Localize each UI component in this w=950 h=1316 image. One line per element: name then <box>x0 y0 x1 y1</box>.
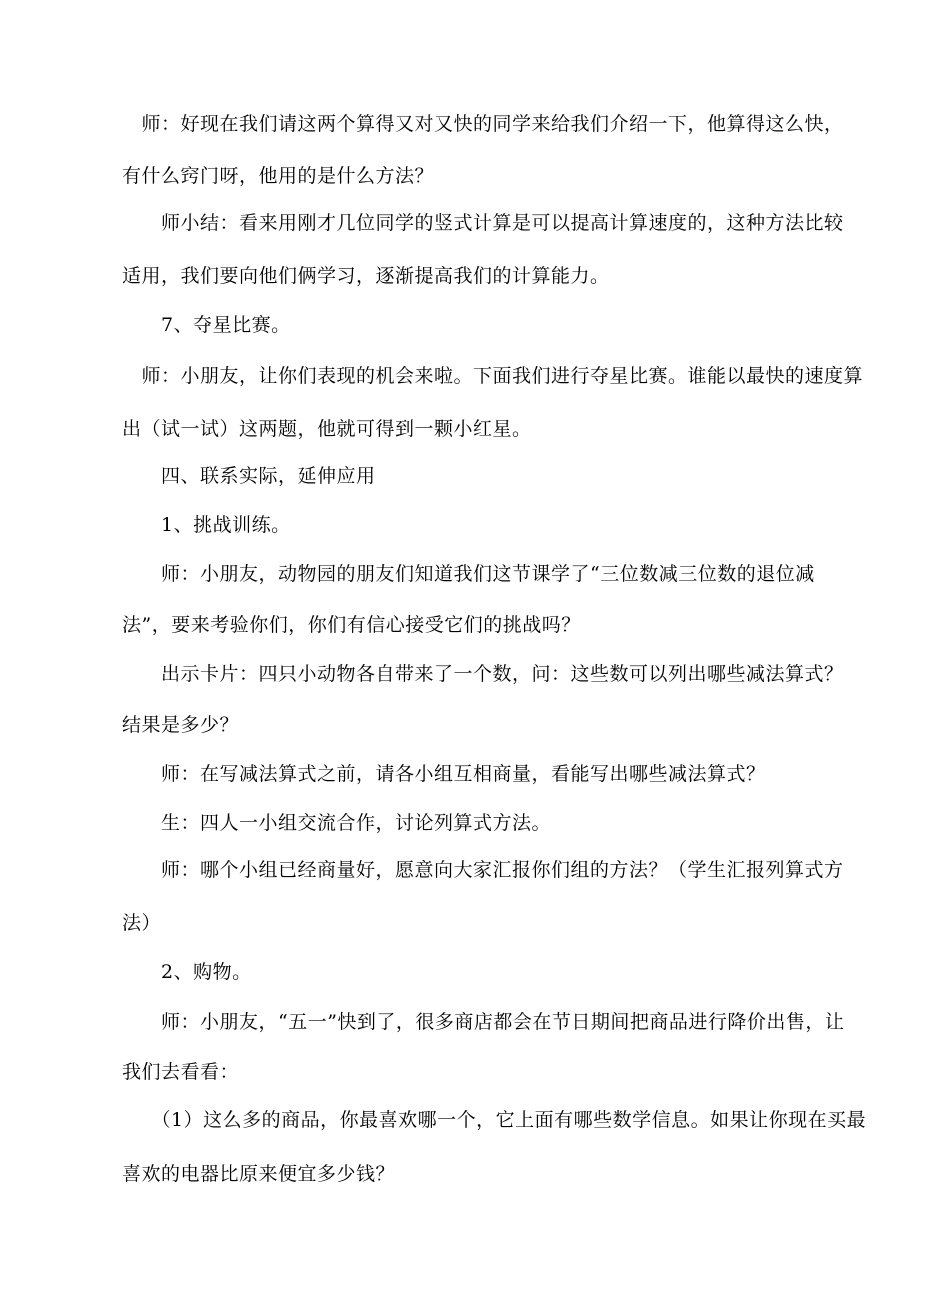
section-heading: 1、挑战训练。 <box>122 514 291 536</box>
paragraph-line: 结果是多少？ <box>122 714 240 736</box>
paragraph-line: 师小结：看来用刚才几位同学的竖式计算是可以提高计算速度的，这种方法比较 <box>122 212 844 234</box>
paragraph-line: 师：小朋友，动物园的朋友们知道我们这节课学了“三位数减三位数的退位减 <box>122 563 815 585</box>
paragraph-line: 出（试一试）这两题，他就可得到一颗小红星。 <box>122 418 532 440</box>
paragraph-line: 法”，要来考验你们，你们有信心接受它们的挑战吗？ <box>122 614 581 636</box>
paragraph-line: 适用，我们要向他们俩学习，逐渐提高我们的计算能力。 <box>122 265 610 287</box>
paragraph-line: 师：小朋友，“五一”快到了，很多商店都会在节日期间把商品进行降价出售，让 <box>122 1011 845 1033</box>
paragraph-line: 我们去看看： <box>122 1061 240 1083</box>
paragraph-line: 师：小朋友，让你们表现的机会来啦。下面我们进行夺星比赛。谁能以最快的速度算 <box>122 365 864 387</box>
paragraph-line: 师：好现在我们请这两个算得又对又快的同学来给我们介绍一下，他算得这么快， <box>122 113 844 135</box>
paragraph-line: 出示卡片：四只小动物各自带来了一个数，问：这些数可以列出哪些减法算式？ <box>122 663 844 685</box>
section-heading: 2、购物。 <box>122 961 252 983</box>
section-heading: 四、联系实际，延伸应用 <box>122 465 376 487</box>
paragraph-line: 师：哪个小组已经商量好，愿意向大家汇报你们组的方法？（学生汇报列算式方 <box>122 859 844 881</box>
paragraph-line: 有什么窍门呀，他用的是什么方法？ <box>122 165 435 187</box>
paragraph-line: 法） <box>122 912 162 934</box>
paragraph-line: 师：在写减法算式之前，请各小组互相商量，看能写出哪些减法算式？ <box>122 763 766 785</box>
paragraph-line: 喜欢的电器比原来便宜多少钱？ <box>122 1163 396 1185</box>
paragraph-line: （1）这么多的商品，你最喜欢哪一个，它上面有哪些数学信息。如果让你现在买最 <box>122 1109 867 1131</box>
section-heading: 7、夺星比赛。 <box>122 314 291 336</box>
paragraph-line: 生：四人一小组交流合作，讨论列算式方法。 <box>122 812 552 834</box>
